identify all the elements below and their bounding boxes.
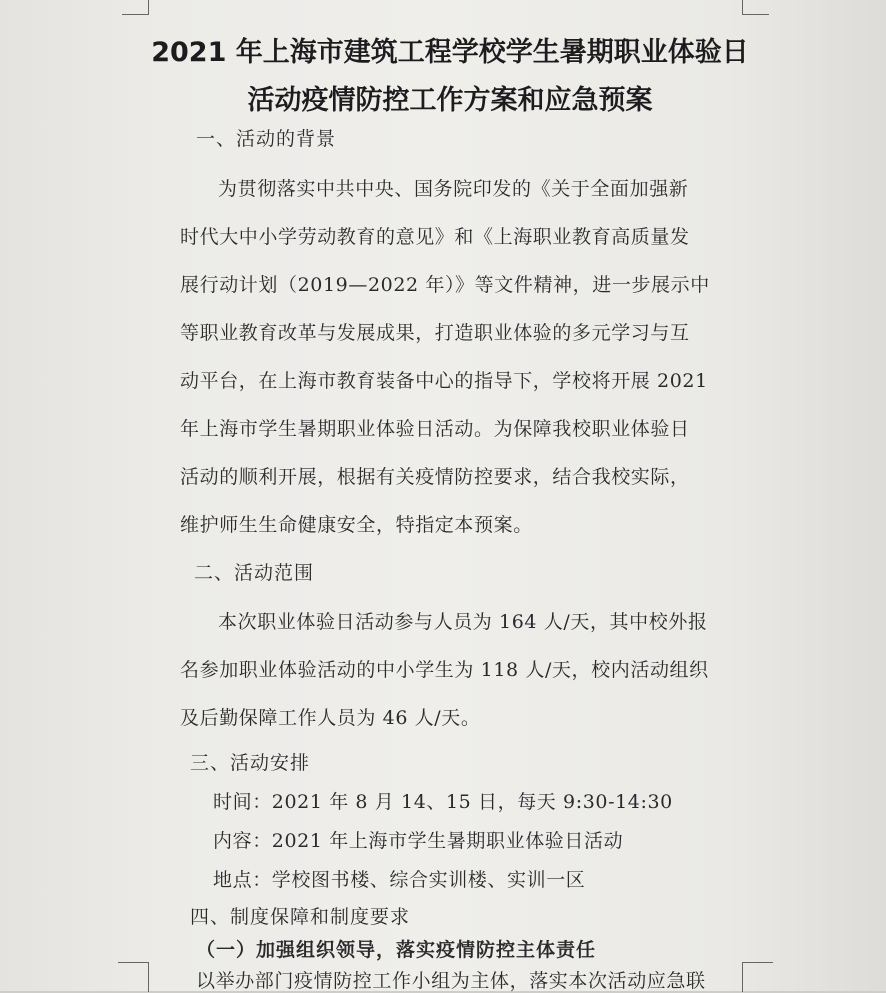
section-1-paragraph-line: 动平台，在上海市教育装备中心的指导下，学校将开展 2021 (180, 370, 708, 392)
section-4-paragraph-line: 以举办部门疫情防控工作小组为主体，落实本次活动应急联 (196, 970, 706, 992)
document-title-line-2: 活动疫情防控工作方案和应急预案 (247, 85, 653, 116)
document-title-line-1: 2021 年上海市建筑工程学校学生暑期职业体验日 (151, 37, 749, 68)
section-1-paragraph-line: 为贯彻落实中共中央、国务院印发的《关于全面加强新 (218, 178, 689, 200)
crop-mark-bottom-left (118, 962, 149, 992)
section-1-paragraph-line: 年上海市学生暑期职业体验日活动。为保障我校职业体验日 (180, 418, 690, 440)
section-2-paragraph-line: 名参加职业体验活动的中小学生为 118 人/天，校内活动组织 (180, 659, 709, 681)
section-1-paragraph-line: 等职业教育改革与发展成果，打造职业体验的多元学习与互 (180, 322, 690, 344)
section-2-heading: 二、活动范围 (194, 562, 315, 584)
activity-content: 内容：2021 年上海市学生暑期职业体验日活动 (213, 830, 624, 852)
section-1-paragraph-line: 活动的顺利开展，根据有关疫情防控要求，结合我校实际， (180, 466, 690, 488)
section-4-heading: 四、制度保障和制度要求 (190, 906, 411, 928)
crop-mark-bottom-right (742, 962, 773, 992)
section-3-heading: 三、活动安排 (190, 752, 311, 774)
section-2-paragraph-line: 及后勤保障工作人员为 46 人/天。 (180, 707, 481, 729)
section-4-subheading: （一）加强组织领导，落实疫情防控主体责任 (196, 939, 597, 961)
crop-mark-top-right (742, 0, 769, 15)
section-1-paragraph-line: 时代大中小学劳动教育的意见》和《上海职业教育高质量发 (180, 226, 690, 248)
section-2-paragraph-line: 本次职业体验日活动参与人员为 164 人/天，其中校外报 (218, 611, 708, 633)
activity-time: 时间：2021 年 8 月 14、15 日，每天 9:30-14:30 (213, 791, 673, 813)
section-1-paragraph-line: 展行动计划（2019—2022 年）》等文件精神，进一步展示中 (180, 274, 710, 296)
activity-place: 地点：学校图书楼、综合实训楼、实训一区 (213, 869, 586, 891)
section-1-heading: 一、活动的背景 (196, 128, 337, 150)
crop-mark-top-left (122, 0, 149, 15)
section-1-paragraph-line: 维护师生生命健康安全，特指定本预案。 (180, 514, 533, 536)
